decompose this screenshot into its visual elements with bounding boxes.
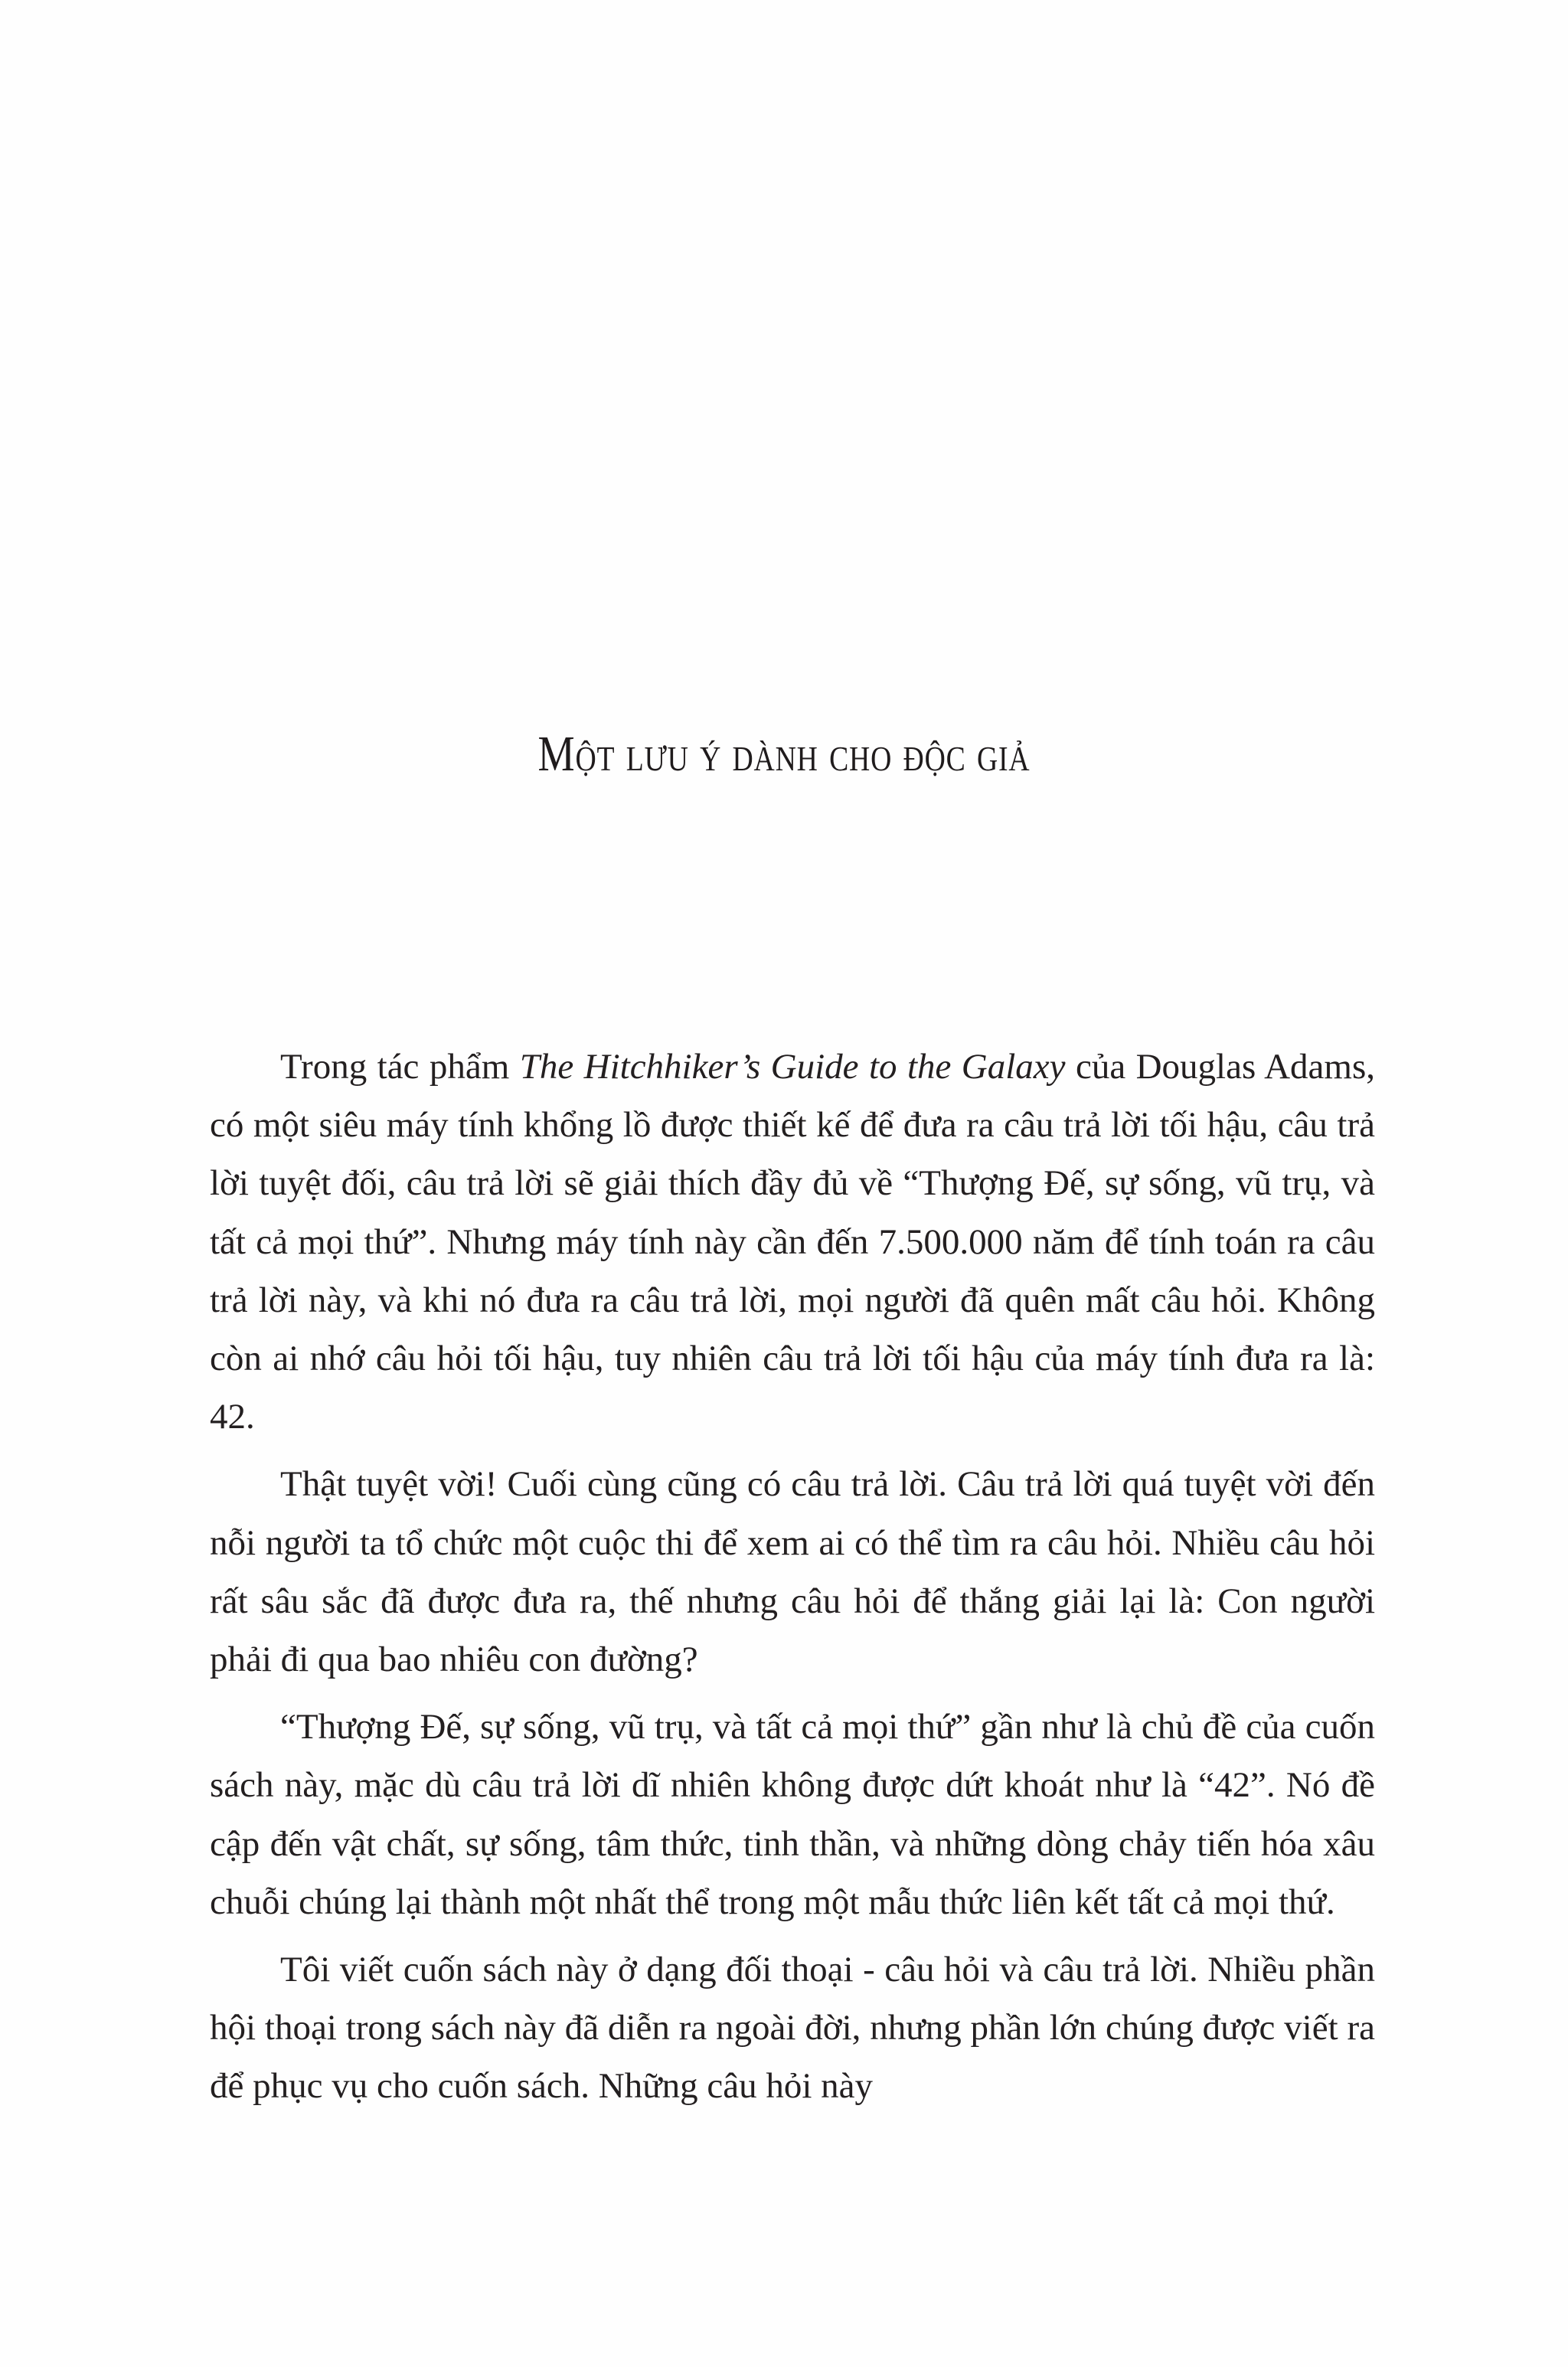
paragraph-1: Trong tác phẩm The Hitchhiker’s Guide to the Galaxy của Douglas Adams, có một siêu máy tính khổng lồ được thiết kế để đưa ra câu trả lời tối hậu, câu trả lời tuyệt đối, câu trả lời sẽ giải thích đầy đủ về “Thượng Đế, sự sống, vũ trụ, và tất cả mọi thứ”. Nhưng máy tính này cần đến 7.500.000 năm để tính toán ra câu trả lời này, và khi nó đưa ra câu trả lời, mọi người đã quên mất câu hỏi. Không còn ai nhớ câu hỏi tối hậu, tuy nhiên câu trả lời tối hậu của máy tính đưa ra là: 42.: [210, 1047, 1375, 1437]
body-text: [210, 1038, 1375, 2125]
chapter-heading: Một lưu ý dành cho độc giả: [537, 726, 1031, 782]
paragraph-2: Thật tuyệt vời! Cuối cùng cũng có câu trả lời. Câu trả lời quá tuyệt vời đến nỗi người ta tổ chức một cuộc thi để xem ai có thể tìm ra câu hỏi. Nhiều câu hỏi rất sâu sắc đã được đưa ra, thế nhưng câu hỏi để thắng giải lại là: Con người phải đi qua bao nhiêu con đường?: [210, 1464, 1375, 1680]
paragraph-4: Tôi viết cuốn sách này ở dạng đối thoại - câu hỏi và câu trả lời. Nhiều phần hội thoại trong sách này đã diễn ra ngoài đời, nhưng phần lớn chúng được viết ra để phục vụ cho cuốn sách. Những câu hỏi này: [210, 1950, 1375, 2107]
book-title-italic: The Hitchhiker’s Guide to the Galaxy: [519, 1047, 1066, 1087]
paragraph-3: “Thượng Đế, sự sống, vũ trụ, và tất cả mọi thứ” gần như là chủ đề của cuốn sách này, mặc dù câu trả lời dĩ nhiên không được dứt khoát như là “42”. Nó đề cập đến vật chất, sự sống, tâm thức, tinh thần, và những dòng chảy tiến hóa xâu chuỗi chúng lại thành một nhất thể trong một mẫu thức liên kết tất cả mọi thứ.: [210, 1707, 1375, 1922]
